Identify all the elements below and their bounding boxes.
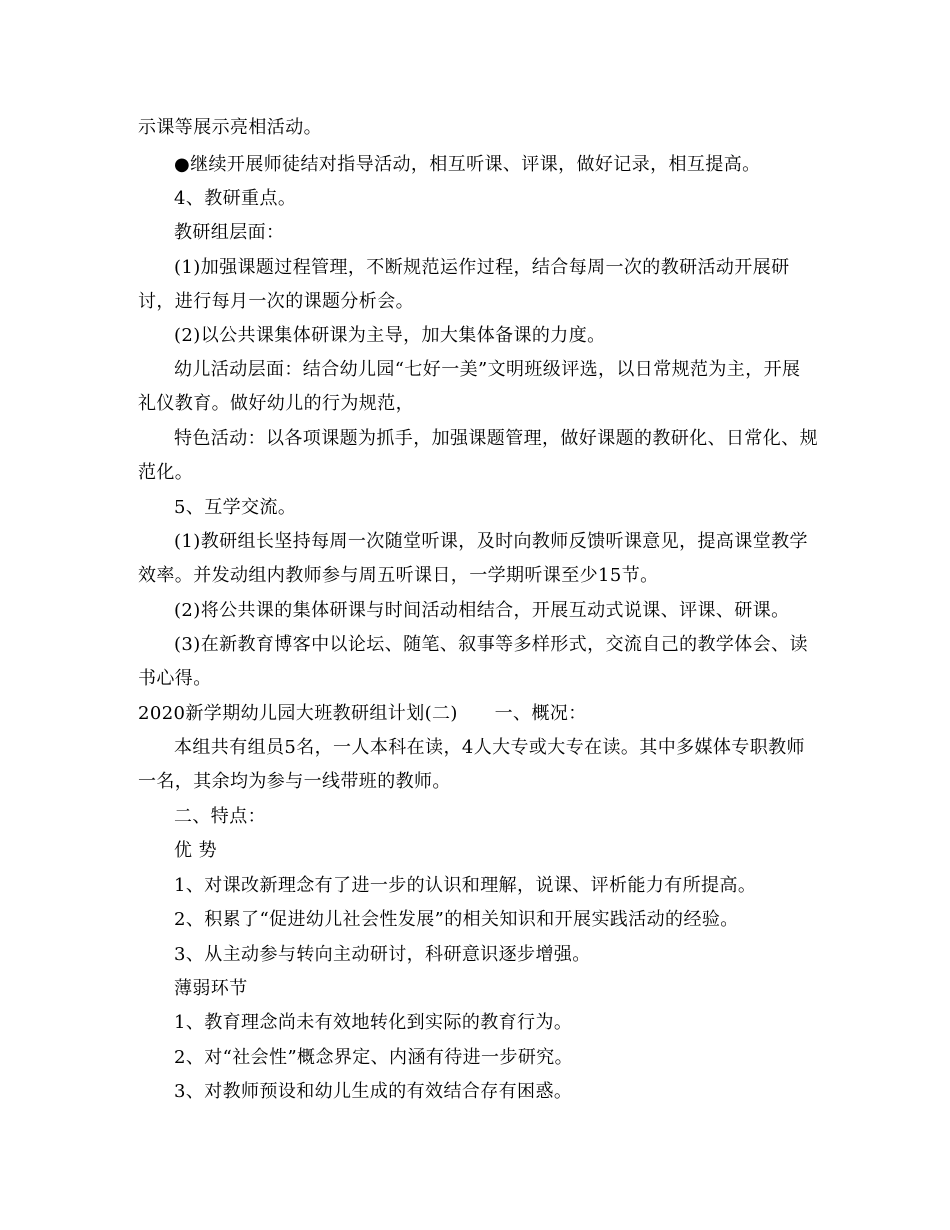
subheading-strengths: 优 势 <box>174 840 217 861</box>
paragraph-continuation: 示课等展示亮相活动。 <box>138 117 322 138</box>
document-title-plan-two: 2020新学期幼儿园大班教研组计划(二) 一、概况： <box>138 703 587 724</box>
paragraph-exchange-2: (2)将公共课的集体研课与时间活动相结合，开展互动式说课、评课、研课。 <box>174 600 790 621</box>
paragraph-overview: 本组共有组员5名，一人本科在读，4人大专或大专在读。其中多媒体专职教师一名，其余均为参与一线带班的教师。 <box>138 737 805 792</box>
list-item-strength-2: 2、积累了“促进幼儿社会性发展”的相关知识和开展实践活动的经验。 <box>174 909 739 930</box>
list-item-weakness-2: 2、对“社会性”概念界定、内涵有待进一步研究。 <box>174 1047 574 1068</box>
list-item-weakness-3: 3、对教师预设和幼儿生成的有效结合存有困惑。 <box>174 1081 573 1102</box>
paragraph-child-activity: 幼儿活动层面：结合幼儿园“七好一美”文明班级评选，以日常规范为主，开展礼仪教育。做好幼儿的行为规范， <box>138 359 801 414</box>
section-heading-features: 二、特点： <box>174 806 266 827</box>
section-heading-research-focus: 4、教研重点。 <box>174 188 297 209</box>
list-item-weakness-1: 1、教育理念尚未有效地转化到实际的教育行为。 <box>174 1012 573 1033</box>
paragraph-special-activity: 特色活动：以各项课题为抓手，加强课题管理，做好课题的教研化、日常化、规范化。 <box>138 428 818 483</box>
paragraph-mentoring: ●继续开展师徒结对指导活动，相互听课、评课，做好记录，相互提高。 <box>174 154 761 175</box>
paragraph-item-2: (2)以公共课集体研课为主导，加大集体备课的力度。 <box>174 325 606 346</box>
subheading-group-level: 教研组层面： <box>174 222 285 243</box>
paragraph-item-1: (1)加强课题过程管理，不断规范运作过程，结合每周一次的教研活动开展研讨，进行每月一次的课题分析会。 <box>138 257 790 312</box>
paragraph-exchange-3: (3)在新教育博客中以论坛、随笔、叙事等多样形式，交流自己的教学体会、读书心得。 <box>138 634 808 689</box>
section-heading-exchange: 5、互学交流。 <box>174 497 297 518</box>
list-item-strength-1: 1、对课改新理念有了进一步的认识和理解，说课、评析能力有所提高。 <box>174 875 757 896</box>
list-item-strength-3: 3、从主动参与转向主动研讨，科研意识逐步增强。 <box>174 944 591 965</box>
paragraph-exchange-1: (1)教研组长坚持每周一次随堂听课，及时向教师反馈听课意见，提高课堂教学效率。并发动组内教师参与周五听课日，一学期听课至少15节。 <box>138 531 808 586</box>
subheading-weaknesses: 薄弱环节 <box>174 978 248 999</box>
